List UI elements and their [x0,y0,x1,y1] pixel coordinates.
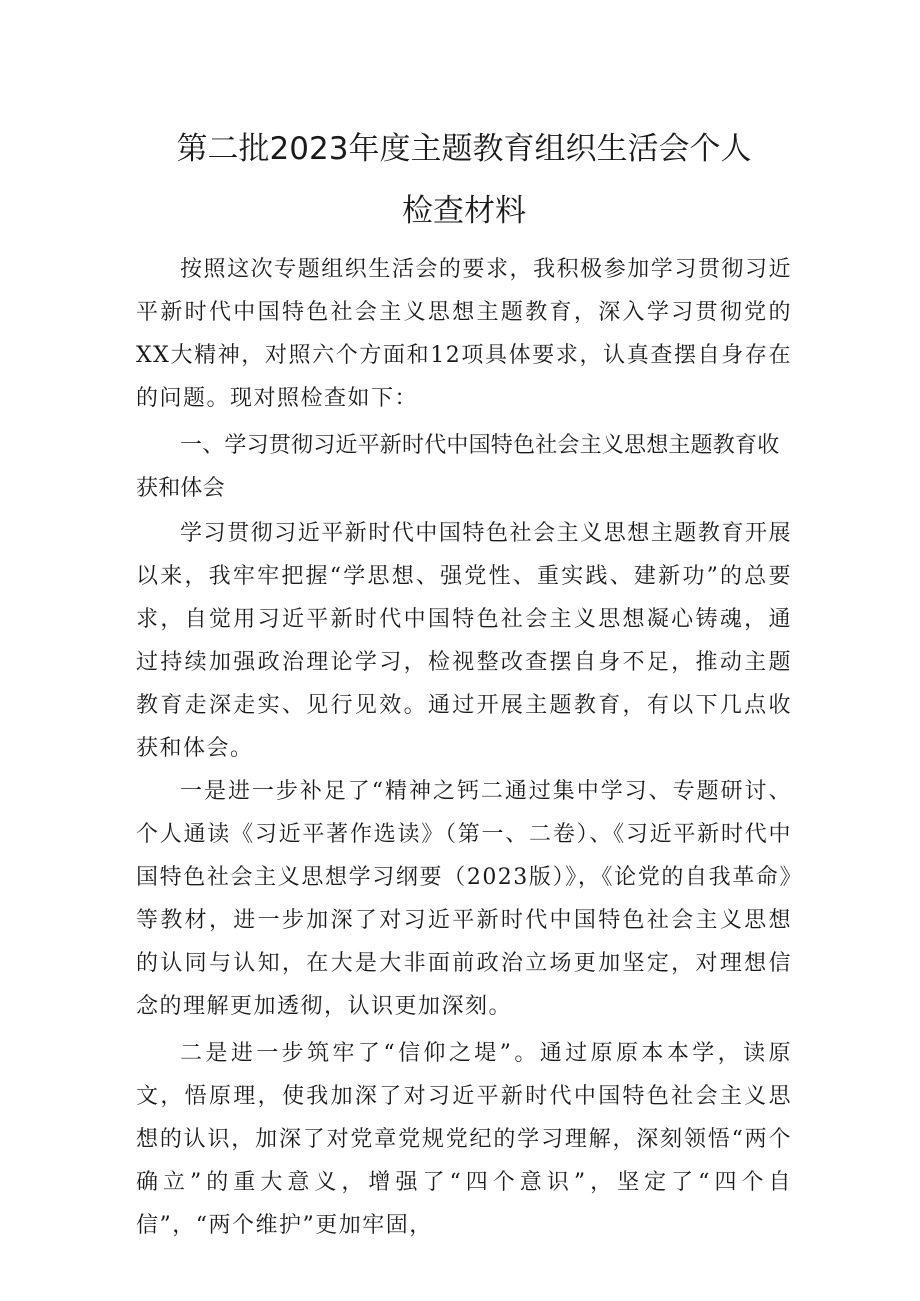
section-1-paragraph-2: 一是进一步补足了“精神之钙二通过集中学习、专题研讨、个人通读《习近平著作选读》（第一、二卷）、《习近平新时代中国特色社会主义思想学习纲要（2023版）》，《论党的自我革命》等教材，进一步加深了对习近平新时代中国特色社会主义思想的认同与认知，在大是大非面前政治立场更加坚定，对理想信念的理解更加透彻，认识更加深刻。 [136,779,792,1019]
title-line-2: 检查材料 [402,193,526,229]
title-line-1: 第二批2023年度主题教育组织生活会个人 [176,131,752,167]
intro-paragraph: 按照这次专题组织生活会的要求，我积极参加学习贯彻习近平新时代中国特色社会主义思想主题教育，深入学习贯彻党的XX大精神，对照六个方面和12项具体要求，认真查摆自身存在的问题。现对照检查如下： [136,257,792,411]
section-1-paragraph-3: 二是进一步筑牢了“信仰之堤”。通过原原本本学，读原文，悟原理，使我加深了对习近平新时代中国特色社会主义思想的认识，加深了对党章党规党纪的学习理解，深刻领悟“两个确立”的重大意义，增强了“四个意识”，坚定了“四个自信”，“两个维护”更加牢固， [136,1041,792,1238]
document-title [136,118,792,242]
section-1-paragraph-1: 学习贯彻习近平新时代中国特色社会主义思想主题教育开展以来，我牢牢把握“学思想、强党性、重实践、建新功”的总要求，自觉用习近平新时代中国特色社会主义思想凝心铸魂，通过持续加强政治理论学习，检视整改查摆自身不足，推动主题教育走深走实、见行见效。通过开展主题教育，有以下几点收获和体会。 [136,521,792,761]
section-1-heading: 一、学习贯彻习近平新时代中国特色社会主义思想主题教育收获和体会 [136,433,780,501]
